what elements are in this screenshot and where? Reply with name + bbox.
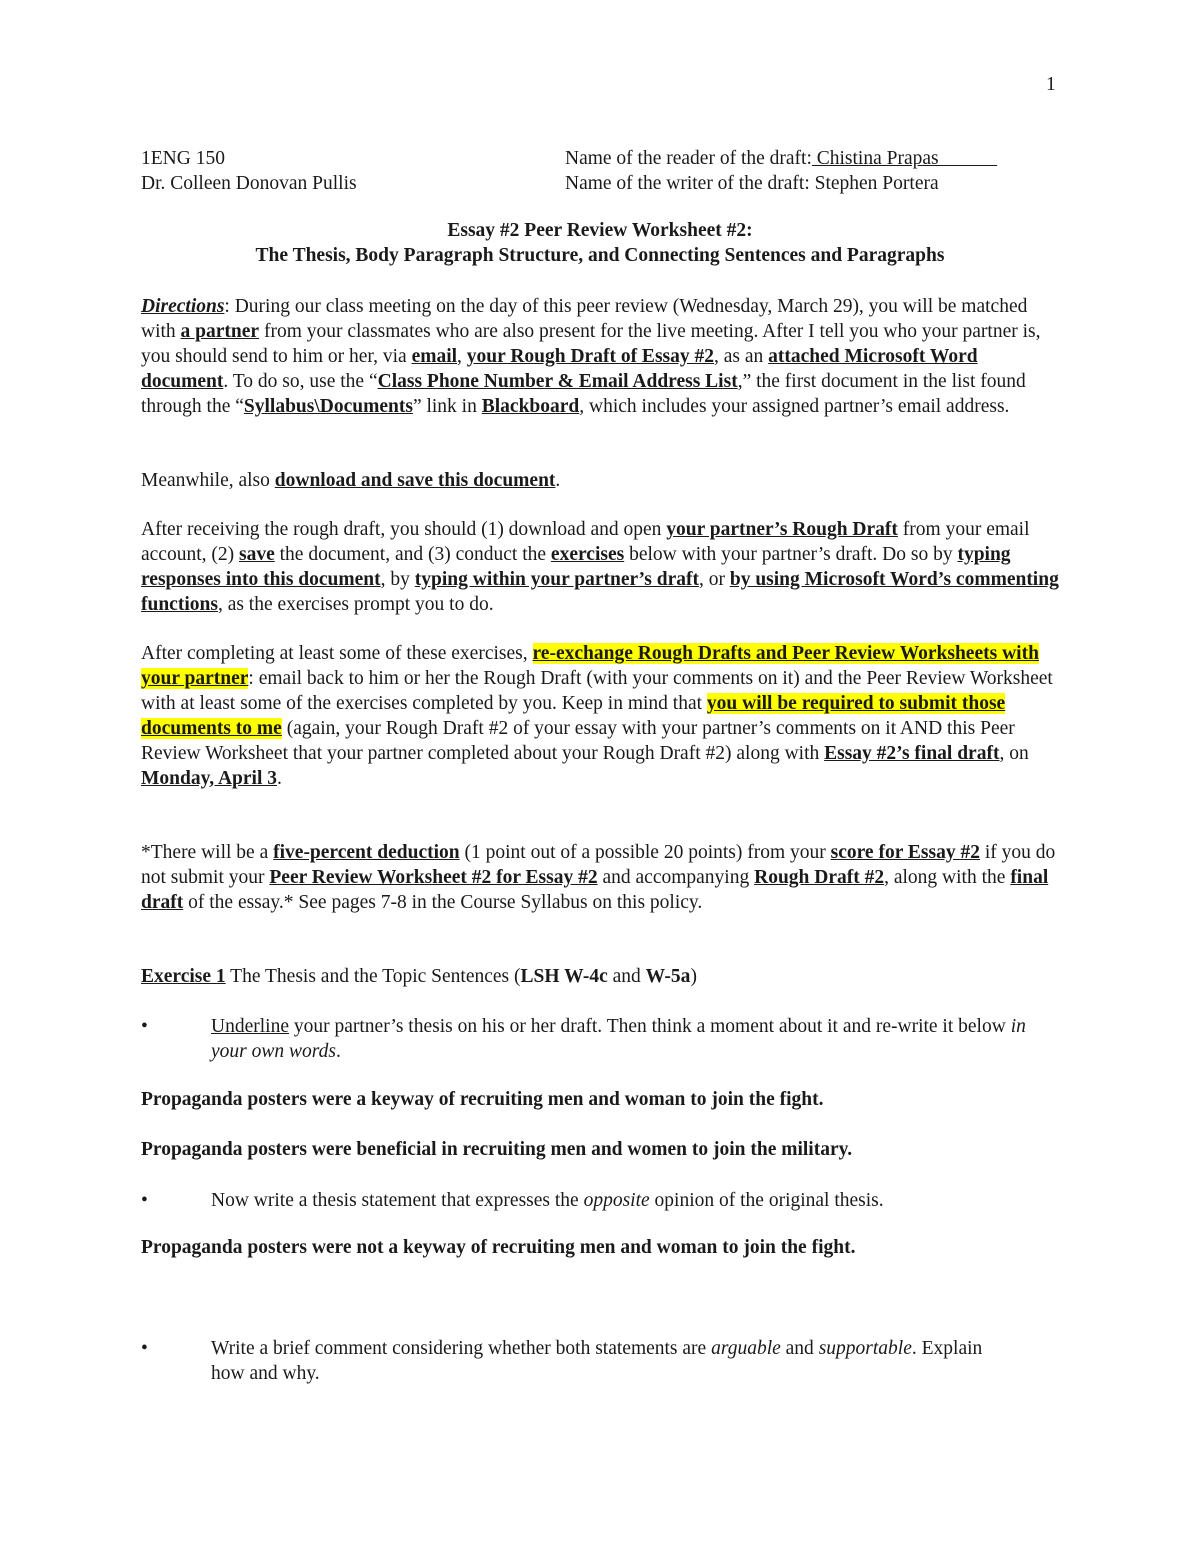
highlight-reexchange: re-exchange Rough Drafts and Peer Review Worksheets with your partner (141, 643, 1039, 689)
doc-title: Essay #2 Peer Review Worksheet #2: (447, 220, 753, 241)
reader-label: Name of the reader of the draft: (565, 148, 812, 169)
answer-opposite-thesis[interactable]: Propaganda posters were not a keyway of recruiting men and woman to join the fight. (141, 1237, 856, 1258)
deduction-paragraph: *There will be a five-percent deduction (1 point out of a possible 20 points) from your score for Essay #2 if you do not submit your Peer Review Worksheet #2 for Essay #2 and accompanying Rough Draft #2, along with the final draft of the essay.* See pages 7-8 in the Course Syllabus on this policy. (141, 842, 1056, 913)
directions-paragraph: Directions: During our class meeting on the day of this peer review (Wednesday, March 29), you will be matched with a partner from your classmates who are also present for the live meeting. After I tell you who your partner is, you should send to him or her, via email, your Rough Draft of Essay #2, as an attached Microsoft Word document. To do so, use the “Class Phone Number & Email Address List,” the first document in the list found through the “Syllabus\Documents” link in Blackboard, which includes your assigned partner’s email address. (141, 296, 1041, 417)
doc-subtitle: The Thesis, Body Paragraph Structure, and Connecting Sentences and Paragraphs (255, 245, 945, 266)
exercise-1-heading: Exercise 1 The Thesis and the Topic Sentences (LSH W-4c and W-5a) (141, 966, 697, 987)
answer-thesis-1[interactable]: Propaganda posters were a keyway of recruiting men and woman to join the fight. (141, 1089, 824, 1110)
after-receiving-paragraph: After receiving the rough draft, you should (1) download and open your partner’s Rough Draft from your email account, (2) save the document, and (3) conduct the exercises below with your partner’s draft. Do so by typing responses into this document, by typing within your partner’s draft, or by using Microsoft Word’s commenting functions, as the exercises prompt you to do. (141, 519, 1059, 615)
writer-value[interactable]: Stephen Portera (814, 173, 939, 194)
instructor-name: Dr. Colleen Donovan Pullis (141, 173, 357, 194)
header-right (565, 146, 997, 196)
course-code: 1ENG 150 (141, 148, 225, 169)
directions-label: Directions (141, 296, 225, 317)
bullet-dot: • (141, 1016, 148, 1037)
bullet-dot: • (141, 1338, 148, 1359)
header-left (141, 146, 357, 196)
writer-line (565, 171, 997, 196)
answer-thesis-2[interactable]: Propaganda posters were beneficial in recruiting men and women to join the military. (141, 1139, 853, 1160)
bullet-dot: • (141, 1190, 148, 1211)
after-completing-paragraph: After completing at least some of these exercises, re-exchange Rough Drafts and Peer Review Worksheets with your partner: email back to him or her the Rough Draft (with your comments on it) and the Peer Review Worksheet with at least some of the exercises completed by you. Keep in mind that you will be required to submit those documents to me (again, your Rough Draft #2 of your essay with your partner’s comments on it AND this Peer Review Worksheet that your partner completed about your Rough Draft #2) along with Essay #2’s final draft, on Monday, April 3. (141, 643, 1053, 789)
writer-label: Name of the writer of the draft: (565, 173, 810, 194)
page-number: 1 (1046, 74, 1056, 95)
highlight-required: you will be required to submit those documents to me (141, 693, 1006, 739)
reader-line (565, 146, 997, 171)
reader-value[interactable]: Chistina Prapas (811, 148, 998, 169)
meanwhile-paragraph: Meanwhile, also download and save this document. (141, 470, 561, 491)
